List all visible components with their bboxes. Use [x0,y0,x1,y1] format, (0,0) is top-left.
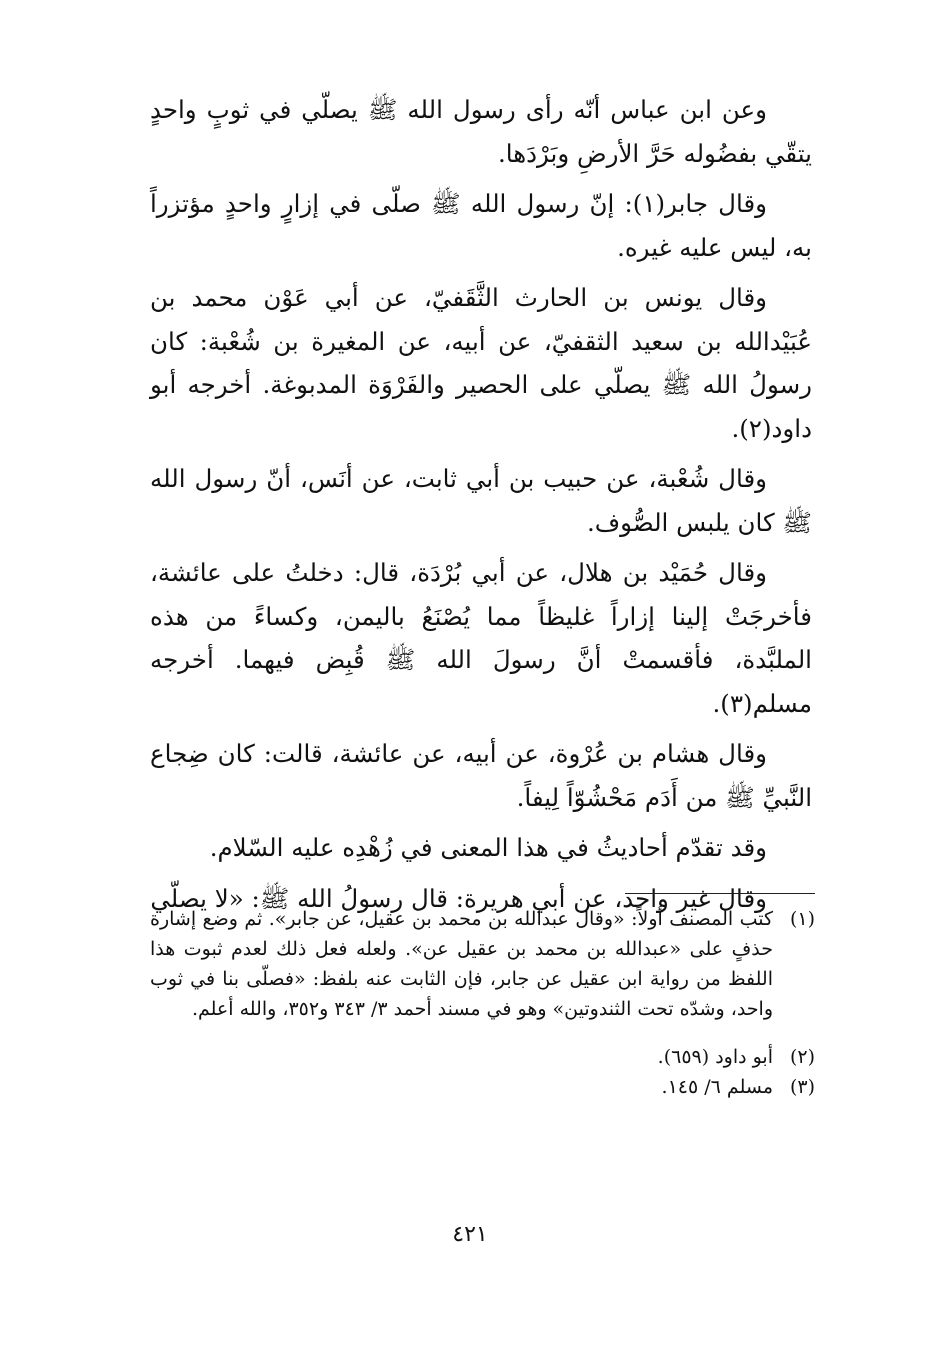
paragraph: وقال غير واحد، عن أبي هريرة: قال رسولُ الله ﷺ: «لا يصلّي [150,883,767,913]
footnote [150,1042,815,1072]
paragraph: وقال هشام بن عُرْوة، عن أبيه، عن عائشة، قالت: كان ضِجاع النَّبيِّ ﷺ من أَدَم مَحْشُوّاً لِيفاً. [150,739,812,812]
paragraph: وقد تقدّم أحاديثُ في هذا المعنى في زُهْدِه عليه السّلام. [209,833,767,862]
footnotes [150,904,815,1102]
paragraph: وقال شُعْبة، عن حبيب بن أبي ثابت، عن أنَس، أنّ رسول الله ﷺ كان يلبس الصُّوف. [150,464,812,537]
paragraph: وقال يونس بن الحارث الثَّقَفيّ، عن أبي عَوْن محمد بن عُبَيْدالله بن سعيد الثقفيّ، عن أبيه، عن المغيرة بن شُعْبة: كان رسولُ الله ﷺ يصلّي على الحصير والفَرْوَة المدبوغة. أخرجه أبو داود(٢). [150,283,812,443]
paragraph: وقال جابر(١): إنّ رسول الله ﷺ صلّى في إزارٍ واحدٍ مؤتزراً به، ليس عليه غيره. [150,189,812,262]
paragraph: وقال حُمَيْد بن هلال، عن أبي بُرْدَة، قال: دخلتُ على عائشة، فأخرجَتْ إلينا إزاراً غليظاً مما يُصْنَعُ باليمن، وكساءً من هذه الملبَّدة، فأقسمتْ أنَّ رسولَ الله ﷺ قُبِض فيهما. أخرجه مسلم(٣). [150,558,812,718]
main-text [150,88,812,920]
footnote-text: كتب المصنف أولاً: «وقال عبدالله بن محمد بن عقيل، عن جابر». ثم وضع إشارة حذفٍ على «عبدالله بن محمد بن عقيل عن». ولعله فعل ذلك لعدم ثبوت هذا اللفظ من رواية ابن عقيل عن جابر، فإن الثابت عنه بلفظ: «فصلّى بنا في ثوب واحد، وشدّه تحت الثندوتين» وهو في مسند أحمد ٣/ ٣٤٣ و٣٥٢، والله أعلم. [150,908,773,1020]
footnote-number: (١) [789,908,815,930]
footnote-text: مسلم ٦/ ١٤٥. [661,1076,773,1098]
footnote-divider [625,893,815,894]
page-number: ٤٢١ [452,1222,488,1247]
footnote-text: أبو داود (٦٥٩). [657,1046,773,1068]
footnote-number: (٢) [789,1046,815,1068]
footnote [150,1072,815,1102]
footnote [150,904,815,1024]
paragraph: وعن ابن عباس أنّه رأى رسول الله ﷺ يصلّي في ثوبٍ واحدٍ يتقّي بفضُوله حَرَّ الأرضِ وبَرْدَها. [150,95,812,168]
footnote-number: (٣) [789,1076,815,1098]
